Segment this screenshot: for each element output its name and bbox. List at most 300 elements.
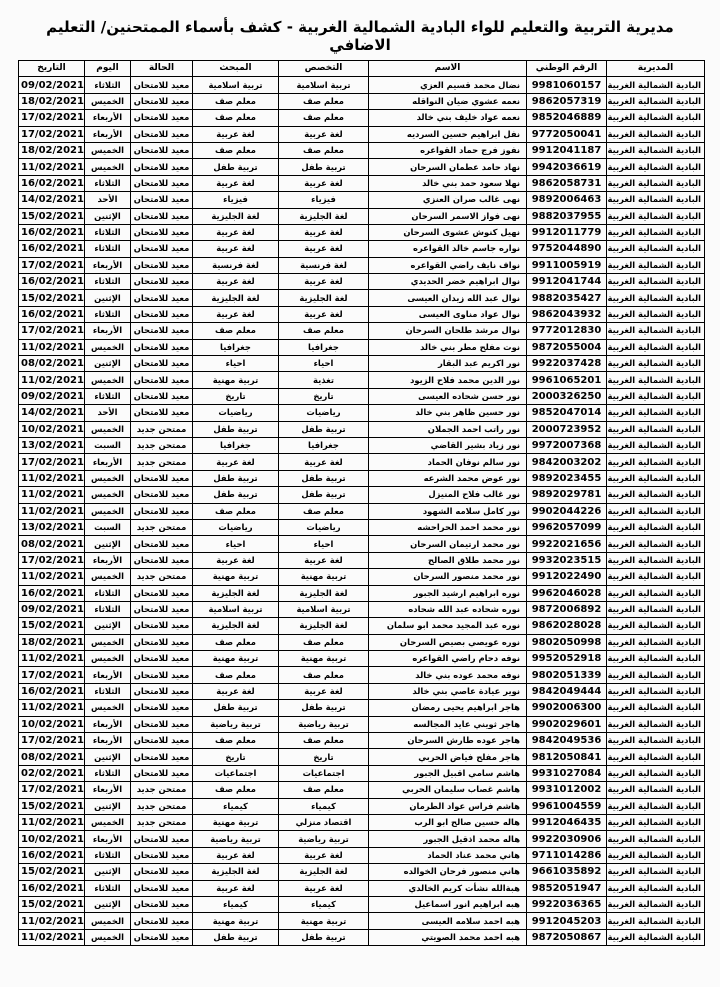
national-id-cell: 9862057319: [527, 93, 607, 109]
status-cell: معيد للامتحان: [131, 208, 193, 224]
specialization-cell: معلم صف: [279, 634, 369, 650]
table-row: [19, 651, 705, 667]
table-row: [19, 913, 705, 929]
name-cell: نوره ابراهيم ارشيد الجبور: [369, 585, 527, 601]
directorate-cell: البادية الشمالية الغربية: [607, 814, 705, 830]
subject-cell: تربية طفل: [193, 470, 279, 486]
national-id-cell: 9962057099: [527, 519, 607, 535]
subject-cell: لغة عربية: [193, 454, 279, 470]
header-name: الاسم: [369, 61, 527, 77]
date-cell: 11/02/2021: [19, 487, 85, 503]
directorate-cell: البادية الشمالية الغربية: [607, 339, 705, 355]
header-date: التاريخ: [19, 61, 85, 77]
date-cell: 16/02/2021: [19, 306, 85, 322]
name-cell: نوره عويصي بصيص السرحان: [369, 634, 527, 650]
national-id-cell: 9862043932: [527, 306, 607, 322]
name-cell: نهى فواز الاسمر السرحان: [369, 208, 527, 224]
specialization-cell: اجتماعيات: [279, 765, 369, 781]
status-cell: معيد للامتحان: [131, 749, 193, 765]
table-row: [19, 700, 705, 716]
directorate-cell: البادية الشمالية الغربية: [607, 175, 705, 191]
specialization-cell: تربية اسلامية: [279, 77, 369, 93]
directorate-cell: البادية الشمالية الغربية: [607, 208, 705, 224]
national-id-cell: 9802050998: [527, 634, 607, 650]
day-cell: الثلاثاء: [85, 765, 131, 781]
name-cell: نور راتب احمد الجملان: [369, 421, 527, 437]
subject-cell: اجتماعيات: [193, 765, 279, 781]
specialization-cell: معلم صف: [279, 93, 369, 109]
subject-cell: لغة الجليزية: [193, 585, 279, 601]
status-cell: معيد للامتحان: [131, 241, 193, 257]
status-cell: معيد للامتحان: [131, 503, 193, 519]
national-id-cell: 2000326250: [527, 388, 607, 404]
directorate-cell: البادية الشمالية الغربية: [607, 733, 705, 749]
status-cell: معيد للامتحان: [131, 306, 193, 322]
national-id-cell: 9872050867: [527, 929, 607, 945]
status-cell: معيد للامتحان: [131, 929, 193, 945]
subject-cell: تربية طفل: [193, 487, 279, 503]
subject-cell: لغة عربية: [193, 175, 279, 191]
national-id-cell: 9961065201: [527, 372, 607, 388]
table-row: [19, 487, 705, 503]
day-cell: الثلاثاء: [85, 388, 131, 404]
specialization-cell: فيزياء: [279, 192, 369, 208]
day-cell: السبت: [85, 437, 131, 453]
status-cell: معيد للامتحان: [131, 601, 193, 617]
specialization-cell: معلم صف: [279, 110, 369, 126]
specialization-cell: معلم صف: [279, 667, 369, 683]
table-row: [19, 847, 705, 863]
directorate-cell: البادية الشمالية الغربية: [607, 536, 705, 552]
table-row: [19, 864, 705, 880]
directorate-cell: البادية الشمالية الغربية: [607, 929, 705, 945]
national-id-cell: 9902044226: [527, 503, 607, 519]
subject-cell: تربية رياضية: [193, 716, 279, 732]
day-cell: الأربعاء: [85, 667, 131, 683]
name-cell: نور اكريم عبد البقار: [369, 356, 527, 372]
day-cell: الأحد: [85, 192, 131, 208]
national-id-cell: 9882037955: [527, 208, 607, 224]
specialization-cell: تربية مهنية: [279, 913, 369, 929]
specialization-cell: لغة الجليزية: [279, 585, 369, 601]
specialization-cell: كيمياء: [279, 798, 369, 814]
specialization-cell: معلم صف: [279, 733, 369, 749]
day-cell: الأربعاء: [85, 831, 131, 847]
status-cell: ممتحن جديد: [131, 519, 193, 535]
table-row: [19, 683, 705, 699]
national-id-cell: 9912041187: [527, 142, 607, 158]
day-cell: الخميس: [85, 700, 131, 716]
name-cell: نهيل كنوش عشوى السرحان: [369, 224, 527, 240]
date-cell: 17/02/2021: [19, 126, 85, 142]
subject-cell: لغة الجليزية: [193, 208, 279, 224]
directorate-cell: البادية الشمالية الغربية: [607, 437, 705, 453]
date-cell: 08/02/2021: [19, 356, 85, 372]
subject-cell: لغة عربية: [193, 241, 279, 257]
name-cell: نور حسن شحاده العيسى: [369, 388, 527, 404]
directorate-cell: البادية الشمالية الغربية: [607, 470, 705, 486]
table-row: [19, 618, 705, 634]
day-cell: الخميس: [85, 142, 131, 158]
day-cell: الأربعاء: [85, 782, 131, 798]
subject-cell: جغرافيا: [193, 437, 279, 453]
table-row: [19, 454, 705, 470]
directorate-cell: البادية الشمالية الغربية: [607, 93, 705, 109]
name-cell: هاشم فراس عواد الطرمان: [369, 798, 527, 814]
header-status: الحالة: [131, 61, 193, 77]
date-cell: 09/02/2021: [19, 601, 85, 617]
subject-cell: تربية اسلامية: [193, 601, 279, 617]
specialization-cell: كيمياء: [279, 896, 369, 912]
status-cell: معيد للامتحان: [131, 356, 193, 372]
day-cell: الخميس: [85, 569, 131, 585]
status-cell: معيد للامتحان: [131, 159, 193, 175]
specialization-cell: لغة الجليزية: [279, 290, 369, 306]
subject-cell: جغرافيا: [193, 339, 279, 355]
day-cell: الخميس: [85, 487, 131, 503]
day-cell: الأربعاء: [85, 126, 131, 142]
date-cell: 11/02/2021: [19, 503, 85, 519]
national-id-cell: 9922037428: [527, 356, 607, 372]
day-cell: الخميس: [85, 93, 131, 109]
directorate-cell: البادية الشمالية الغربية: [607, 831, 705, 847]
specialization-cell: تاريخ: [279, 749, 369, 765]
name-cell: نور كامل سلامه الشهود: [369, 503, 527, 519]
national-id-cell: 9931027084: [527, 765, 607, 781]
name-cell: نوير عيادة عاصي بني خالد: [369, 683, 527, 699]
directorate-cell: البادية الشمالية الغربية: [607, 716, 705, 732]
day-cell: الإثنين: [85, 798, 131, 814]
status-cell: معيد للامتحان: [131, 896, 193, 912]
name-cell: هاني منصور فرحان الخوالده: [369, 864, 527, 880]
date-cell: 17/02/2021: [19, 454, 85, 470]
date-cell: 16/02/2021: [19, 241, 85, 257]
subject-cell: رياضيات: [193, 405, 279, 421]
national-id-cell: 9892029781: [527, 487, 607, 503]
national-id-cell: 9852051947: [527, 880, 607, 896]
specialization-cell: معلم صف: [279, 142, 369, 158]
name-cell: نور غالب فلاح المنيزل: [369, 487, 527, 503]
directorate-cell: البادية الشمالية الغربية: [607, 454, 705, 470]
status-cell: معيد للامتحان: [131, 405, 193, 421]
specialization-cell: لغة عربية: [279, 880, 369, 896]
specialization-cell: تربية مهنية: [279, 651, 369, 667]
directorate-cell: البادية الشمالية الغربية: [607, 224, 705, 240]
date-cell: 17/02/2021: [19, 782, 85, 798]
status-cell: ممتحن جديد: [131, 569, 193, 585]
table-row: [19, 798, 705, 814]
table-row: [19, 274, 705, 290]
name-cell: نضال محمد قسيم العزي: [369, 77, 527, 93]
table-row: [19, 601, 705, 617]
subject-cell: احياء: [193, 356, 279, 372]
date-cell: 17/02/2021: [19, 110, 85, 126]
date-cell: 14/02/2021: [19, 405, 85, 421]
specialization-cell: لغة عربية: [279, 847, 369, 863]
subject-cell: معلم صف: [193, 667, 279, 683]
status-cell: معيد للامتحان: [131, 77, 193, 93]
status-cell: معيد للامتحان: [131, 618, 193, 634]
specialization-cell: تربية طفل: [279, 929, 369, 945]
specialization-cell: احياء: [279, 536, 369, 552]
subject-cell: تربية مهنية: [193, 651, 279, 667]
national-id-cell: 2000723952: [527, 421, 607, 437]
date-cell: 18/02/2021: [19, 634, 85, 650]
table-row: [19, 224, 705, 240]
directorate-cell: البادية الشمالية الغربية: [607, 765, 705, 781]
day-cell: الخميس: [85, 503, 131, 519]
national-id-cell: 9892023455: [527, 470, 607, 486]
date-cell: 08/02/2021: [19, 536, 85, 552]
directorate-cell: البادية الشمالية الغربية: [607, 503, 705, 519]
status-cell: معيد للامتحان: [131, 110, 193, 126]
status-cell: معيد للامتحان: [131, 667, 193, 683]
specialization-cell: تربية طفل: [279, 700, 369, 716]
date-cell: 15/02/2021: [19, 864, 85, 880]
directorate-cell: البادية الشمالية الغربية: [607, 880, 705, 896]
directorate-cell: البادية الشمالية الغربية: [607, 110, 705, 126]
name-cell: نور حسين ظاهر بني خالد: [369, 405, 527, 421]
day-cell: الثلاثاء: [85, 224, 131, 240]
directorate-cell: البادية الشمالية الغربية: [607, 388, 705, 404]
directorate-cell: البادية الشمالية الغربية: [607, 142, 705, 158]
subject-cell: احياء: [193, 536, 279, 552]
national-id-cell: 9772012830: [527, 323, 607, 339]
date-cell: 13/02/2021: [19, 519, 85, 535]
table-row: [19, 208, 705, 224]
directorate-cell: البادية الشمالية الغربية: [607, 290, 705, 306]
date-cell: 11/02/2021: [19, 700, 85, 716]
directorate-cell: البادية الشمالية الغربية: [607, 159, 705, 175]
directorate-cell: البادية الشمالية الغربية: [607, 782, 705, 798]
directorate-cell: البادية الشمالية الغربية: [607, 372, 705, 388]
name-cell: نهلا سعود حمد بني خالد: [369, 175, 527, 191]
status-cell: معيد للامتحان: [131, 126, 193, 142]
name-cell: هاجر عوده طارش السرحان: [369, 733, 527, 749]
table-row: [19, 585, 705, 601]
date-cell: 11/02/2021: [19, 929, 85, 945]
subject-cell: لغة الجليزية: [193, 290, 279, 306]
status-cell: معيد للامتحان: [131, 585, 193, 601]
date-cell: 11/02/2021: [19, 569, 85, 585]
status-cell: معيد للامتحان: [131, 765, 193, 781]
subject-cell: تربية طفل: [193, 421, 279, 437]
specialization-cell: معلم صف: [279, 323, 369, 339]
date-cell: 15/02/2021: [19, 896, 85, 912]
specialization-cell: اقتصاد منزلي: [279, 814, 369, 830]
national-id-cell: 9842003202: [527, 454, 607, 470]
table-row: [19, 306, 705, 322]
national-id-cell: 9911005919: [527, 257, 607, 273]
table-row: [19, 323, 705, 339]
status-cell: معيد للامتحان: [131, 552, 193, 568]
subject-cell: تربية اسلامية: [193, 77, 279, 93]
name-cell: هبه ابراهيم انور اسماعيل: [369, 896, 527, 912]
day-cell: الأربعاء: [85, 552, 131, 568]
national-id-cell: 9922030906: [527, 831, 607, 847]
status-cell: معيد للامتحان: [131, 487, 193, 503]
subject-cell: لغة عربية: [193, 552, 279, 568]
day-cell: الثلاثاء: [85, 77, 131, 93]
directorate-cell: البادية الشمالية الغربية: [607, 651, 705, 667]
national-id-cell: 9932023515: [527, 552, 607, 568]
name-cell: نوال ابراهيم خضر الحديدي: [369, 274, 527, 290]
day-cell: الخميس: [85, 929, 131, 945]
name-cell: هاجر ثويني عايد المجالسه: [369, 716, 527, 732]
day-cell: الخميس: [85, 651, 131, 667]
status-cell: ممتحن جديد: [131, 798, 193, 814]
directorate-cell: البادية الشمالية الغربية: [607, 569, 705, 585]
day-cell: الأربعاء: [85, 257, 131, 273]
table-row: [19, 552, 705, 568]
date-cell: 10/02/2021: [19, 421, 85, 437]
table-row: [19, 667, 705, 683]
document-title: مديرية التربية والتعليم للواء البادية الشمالية الغربية - كشف بأسماء الممتحنين/ التعليم الاضافي: [46, 18, 674, 54]
status-cell: معيد للامتحان: [131, 470, 193, 486]
name-cell: نوفه دحام راضي القواعره: [369, 651, 527, 667]
table-row: [19, 388, 705, 404]
national-id-cell: 9962046028: [527, 585, 607, 601]
name-cell: نور محمد طلاق الصالح: [369, 552, 527, 568]
subject-cell: تربية مهنية: [193, 569, 279, 585]
table-row: [19, 782, 705, 798]
specialization-cell: لغة الجليزية: [279, 208, 369, 224]
table-row: [19, 929, 705, 945]
day-cell: الثلاثاء: [85, 241, 131, 257]
date-cell: 11/02/2021: [19, 913, 85, 929]
subject-cell: تربية مهنية: [193, 372, 279, 388]
specialization-cell: لغة عربية: [279, 454, 369, 470]
name-cell: هبه احمد سلامه العيسى: [369, 913, 527, 929]
national-id-cell: 9812050841: [527, 749, 607, 765]
directorate-cell: البادية الشمالية الغربية: [607, 487, 705, 503]
national-id-cell: 9922036365: [527, 896, 607, 912]
subject-cell: لغة عربية: [193, 880, 279, 896]
specialization-cell: تربية طفل: [279, 421, 369, 437]
name-cell: نوال مرشد طلحان السرحان: [369, 323, 527, 339]
national-id-cell: 9912011779: [527, 224, 607, 240]
date-cell: 11/02/2021: [19, 470, 85, 486]
subject-cell: تربية طفل: [193, 159, 279, 175]
national-id-cell: 9862058731: [527, 175, 607, 191]
subject-cell: لغة فرنسية: [193, 257, 279, 273]
table-row: [19, 634, 705, 650]
header-directorate: المديرية: [607, 61, 705, 77]
directorate-cell: البادية الشمالية الغربية: [607, 552, 705, 568]
directorate-cell: البادية الشمالية الغربية: [607, 601, 705, 617]
date-cell: 09/02/2021: [19, 388, 85, 404]
subject-cell: معلم صف: [193, 142, 279, 158]
date-cell: 16/02/2021: [19, 585, 85, 601]
subject-cell: لغة عربية: [193, 274, 279, 290]
status-cell: معيد للامتحان: [131, 224, 193, 240]
table-row: [19, 519, 705, 535]
name-cell: نوت مفلح مطر بني خالد: [369, 339, 527, 355]
status-cell: ممتحن جديد: [131, 814, 193, 830]
table-row: [19, 880, 705, 896]
table-row: [19, 405, 705, 421]
directorate-cell: البادية الشمالية الغربية: [607, 749, 705, 765]
subject-cell: لغة الجليزية: [193, 618, 279, 634]
day-cell: الخميس: [85, 634, 131, 650]
subject-cell: معلم صف: [193, 93, 279, 109]
national-id-cell: 9922021656: [527, 536, 607, 552]
status-cell: معيد للامتحان: [131, 142, 193, 158]
status-cell: معيد للامتحان: [131, 175, 193, 191]
specialization-cell: جغرافيا: [279, 437, 369, 453]
subject-cell: معلم صف: [193, 634, 279, 650]
date-cell: 11/02/2021: [19, 651, 85, 667]
national-id-cell: 9902006300: [527, 700, 607, 716]
specialization-cell: تربية طفل: [279, 470, 369, 486]
header-national-id: الرقم الوطني: [527, 61, 607, 77]
date-cell: 18/02/2021: [19, 142, 85, 158]
date-cell: 16/02/2021: [19, 274, 85, 290]
specialization-cell: لغة عربية: [279, 306, 369, 322]
status-cell: معيد للامتحان: [131, 634, 193, 650]
day-cell: الثلاثاء: [85, 601, 131, 617]
directorate-cell: البادية الشمالية الغربية: [607, 519, 705, 535]
national-id-cell: 9942036619: [527, 159, 607, 175]
date-cell: 02/02/2021: [19, 765, 85, 781]
table-row: [19, 437, 705, 453]
date-cell: 11/02/2021: [19, 339, 85, 355]
day-cell: الأحد: [85, 405, 131, 421]
name-cell: نهاد حامد عطمان السرحان: [369, 159, 527, 175]
subject-cell: لغة عربية: [193, 126, 279, 142]
date-cell: 14/02/2021: [19, 192, 85, 208]
status-cell: معيد للامتحان: [131, 847, 193, 863]
directorate-cell: البادية الشمالية الغربية: [607, 864, 705, 880]
national-id-cell: 9842049444: [527, 683, 607, 699]
table-row: [19, 569, 705, 585]
table-row: [19, 716, 705, 732]
name-cell: هاجر ابراهيم يحيى رمضان: [369, 700, 527, 716]
specialization-cell: احياء: [279, 356, 369, 372]
table-row: [19, 142, 705, 158]
national-id-cell: 9842049536: [527, 733, 607, 749]
directorate-cell: البادية الشمالية الغربية: [607, 405, 705, 421]
date-cell: 13/02/2021: [19, 437, 85, 453]
national-id-cell: 9912022490: [527, 569, 607, 585]
name-cell: هبه احمد محمد الصويتي: [369, 929, 527, 945]
national-id-cell: 9912041744: [527, 274, 607, 290]
subject-cell: كيمياء: [193, 798, 279, 814]
directorate-cell: البادية الشمالية الغربية: [607, 700, 705, 716]
directorate-cell: البادية الشمالية الغربية: [607, 585, 705, 601]
date-cell: 18/02/2021: [19, 93, 85, 109]
day-cell: الإثنين: [85, 208, 131, 224]
specialization-cell: لغة عربية: [279, 126, 369, 142]
day-cell: الثلاثاء: [85, 274, 131, 290]
header-day: اليوم: [85, 61, 131, 77]
name-cell: نوره شحاده عبد الله شحاده: [369, 601, 527, 617]
status-cell: معيد للامتحان: [131, 388, 193, 404]
name-cell: نور محمد ارتيمان السرحان: [369, 536, 527, 552]
national-id-cell: 9872055004: [527, 339, 607, 355]
date-cell: 17/02/2021: [19, 323, 85, 339]
day-cell: الإثنين: [85, 749, 131, 765]
directorate-cell: البادية الشمالية الغربية: [607, 896, 705, 912]
name-cell: نور محمد احمد الحراحشه: [369, 519, 527, 535]
table-row: [19, 93, 705, 109]
date-cell: 17/02/2021: [19, 733, 85, 749]
examiners-table: [18, 60, 705, 946]
header-subject: المبحث: [193, 61, 279, 77]
table-row: [19, 831, 705, 847]
name-cell: نواف نايف راضي القواعره: [369, 257, 527, 273]
specialization-cell: تربية طفل: [279, 159, 369, 175]
